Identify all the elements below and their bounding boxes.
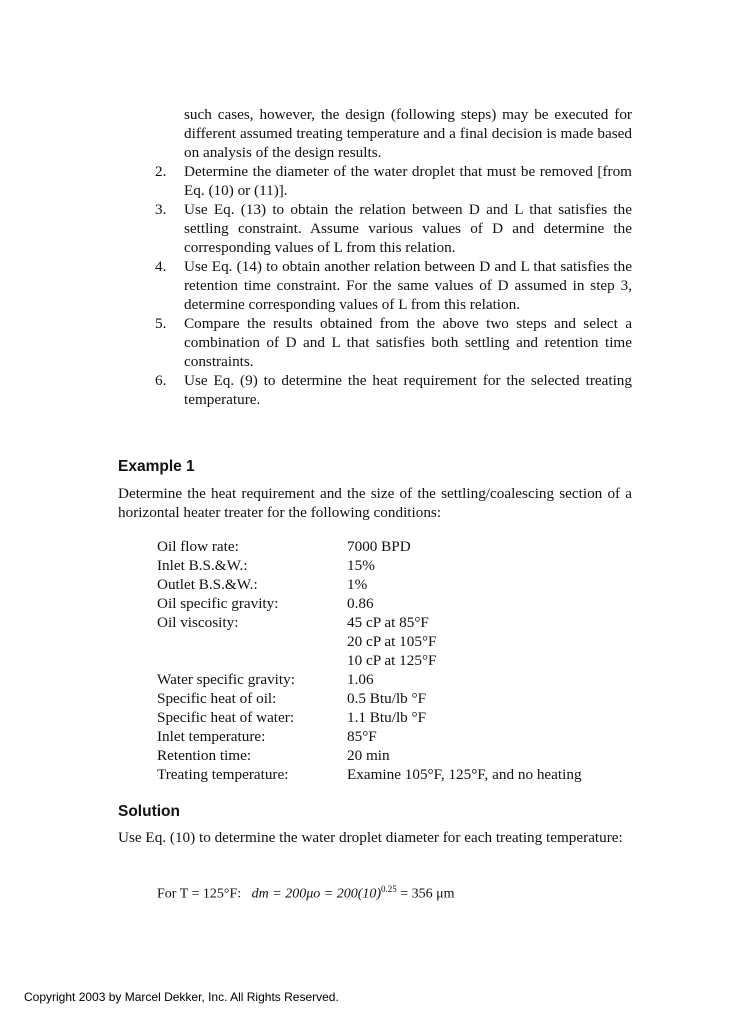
condition-value: 1%: [347, 576, 368, 593]
condition-label: [157, 651, 347, 670]
table-row: [157, 594, 637, 613]
equation-exponent: 0.25: [381, 884, 397, 894]
step-text: Use Eq. (9) to determine the heat requirement for the selected treating temperature.: [184, 372, 632, 408]
condition-label: Treating temperature:: [157, 766, 289, 783]
example-paragraph: Determine the heat requirement and the size of the settling/coalescing section of a horizontal heater treater for the following conditions:: [118, 485, 632, 521]
conditions-table: [157, 537, 637, 784]
condition-value: 20 cP at 105°F: [347, 633, 437, 650]
step-number: 2.: [155, 163, 167, 180]
condition-label: Specific heat of oil:: [157, 690, 277, 707]
condition-value: 45 cP at 85°F: [347, 614, 429, 631]
design-steps-list: [155, 162, 632, 409]
step-number: 5.: [155, 315, 167, 332]
condition-value: 0.5 Btu/lb °F: [347, 690, 427, 707]
step-text: Determine the diameter of the water droplet that must be removed [from Eq. (10) or (11)].: [184, 163, 632, 199]
step-text: Compare the results obtained from the above two steps and select a combination of D and L that satisfies both settling and retention time constraints.: [184, 315, 632, 370]
condition-value: 1.06: [347, 671, 374, 688]
step-number: 4.: [155, 258, 167, 275]
table-row: [157, 689, 637, 708]
table-row: [157, 556, 637, 575]
step-text: Use Eq. (14) to obtain another relation between D and L that satisfies the retention time constraint. For the same values of D assumed in step 3, determine corresponding values of L from this relation.: [184, 258, 632, 313]
condition-value: 0.86: [347, 595, 374, 612]
condition-label: Inlet temperature:: [157, 728, 266, 745]
condition-label: Retention time:: [157, 747, 252, 764]
condition-value: Examine 105°F, 125°F, and no heating: [347, 766, 582, 783]
condition-value: 1.1 Btu/lb °F: [347, 709, 427, 726]
droplet-equation: [157, 880, 455, 904]
condition-value: 15%: [347, 557, 375, 574]
copyright-footer: Copyright 2003 by Marcel Dekker, Inc. All Rights Reserved.: [24, 990, 339, 1004]
condition-value: 20 min: [347, 747, 390, 764]
table-row: [157, 746, 637, 765]
condition-label: Outlet B.S.&W.:: [157, 576, 258, 593]
list-item: [155, 314, 632, 371]
table-row: [157, 670, 637, 689]
condition-label: Specific heat of water:: [157, 709, 295, 726]
condition-label: Oil viscosity:: [157, 614, 239, 631]
table-row: [157, 613, 637, 632]
step-number: 6.: [155, 372, 167, 389]
condition-label: Water specific gravity:: [157, 671, 295, 688]
equation-result: = 356 μm: [396, 886, 455, 902]
condition-label: Oil flow rate:: [157, 538, 239, 555]
table-row: [157, 575, 637, 594]
equation-prefix: For T = 125°F:: [157, 886, 242, 902]
condition-value: 7000 BPD: [347, 538, 411, 555]
step-number: 3.: [155, 201, 167, 218]
table-row: [157, 765, 637, 784]
solution-paragraph: Use Eq. (10) to determine the water droplet diameter for each treating temperature:: [118, 829, 623, 846]
list-item: [155, 257, 632, 314]
table-row: [157, 651, 637, 670]
equation-body: dm = 200μo = 200(10): [251, 886, 382, 902]
solution-heading: Solution: [118, 803, 180, 820]
table-row: [157, 537, 637, 556]
intro-paragraph: such cases, however, the design (following steps) may be executed for different assumed treating temperature and a final decision is made based on analysis of the design results.: [184, 106, 632, 161]
list-item: [155, 200, 632, 257]
table-row: [157, 632, 637, 651]
condition-label: [157, 632, 347, 651]
condition-label: Inlet B.S.&W.:: [157, 557, 248, 574]
list-item: [155, 162, 632, 200]
condition-value: 10 cP at 125°F: [347, 652, 437, 669]
list-item: [155, 371, 632, 409]
condition-value: 85°F: [347, 728, 377, 745]
condition-label: Oil specific gravity:: [157, 595, 279, 612]
step-text: Use Eq. (13) to obtain the relation between D and L that satisfies the settling constraint. Assume various values of D and determine the corresponding values of L from this relation.: [184, 201, 632, 256]
table-row: [157, 708, 637, 727]
table-row: [157, 727, 637, 746]
example-heading: Example 1: [118, 458, 195, 475]
